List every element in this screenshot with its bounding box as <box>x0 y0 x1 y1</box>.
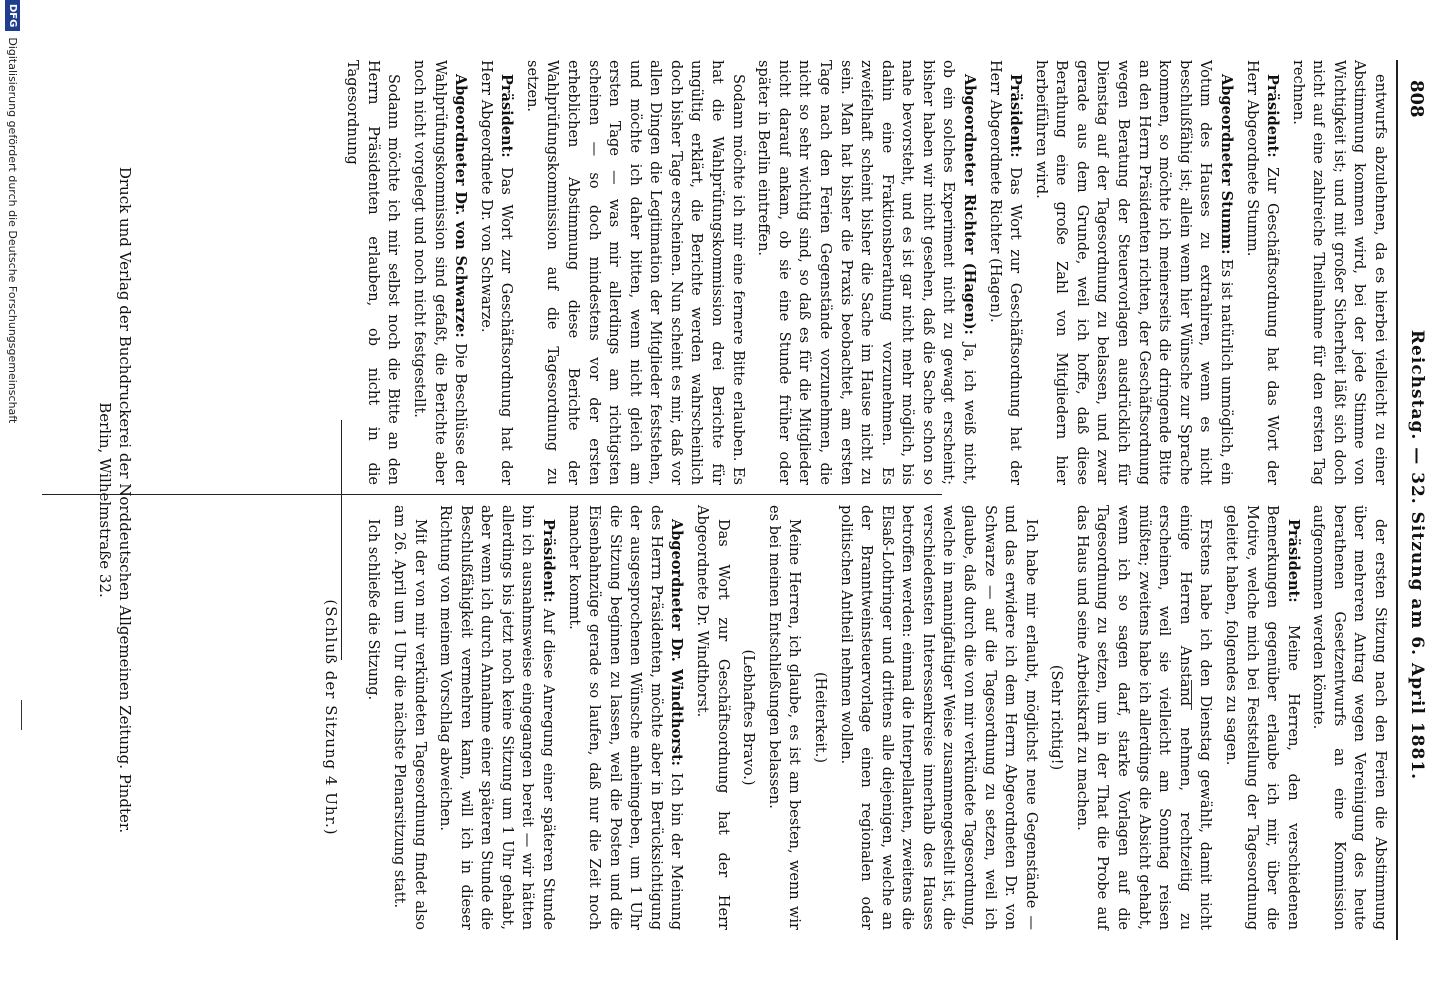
speech-paragraph <box>1030 60 1236 485</box>
speech-paragraph <box>1241 60 1282 485</box>
speaker-name: Präsident: <box>498 74 516 158</box>
session-end-note: (Schluß der Sitzung 4 Uhr.) <box>321 599 340 836</box>
stage-direction: (Sehr richtig!) <box>1048 664 1065 771</box>
imprint-rule <box>341 420 342 660</box>
left-column <box>337 60 1390 485</box>
body-paragraph: Sodann möchte ich mir eine fernere Bitte erlauben. Es hat die Wahlprüfungskommission drei Berichte für ungültig erklärt, die Berichte werden wahrscheinlich doch bisher Tage erscheinen. Nun scheint es mir, daß vor allen Dingen die Legitimation der Mitglieder feststehen, und möchte ich daher bitten, wenn nicht gleich am ersten Tage — was mir allerdings am richtigsten scheinen — so doch mindestens vor der ersten erheblichen Abstimmung diese Berichte der Wahlprüfungskommission auf die Tagesordnung zu setzen. <box>523 60 746 485</box>
speaker-name: Abgeordneter Dr. Windthorst: <box>668 519 686 767</box>
speech-paragraph <box>753 60 979 485</box>
right-column <box>320 505 1390 930</box>
stage-direction: (Heiterkeit.) <box>811 672 828 763</box>
speaker-name: Präsident: <box>1007 74 1025 158</box>
right-column-body <box>363 505 1390 930</box>
speech-text: Meine Herren, den verschiedenen Bemerkungen gegenüber erlaube ich mir, über die Motive, welche mich bei Feststellung der Tagesordnung geleitet haben, folgendes zu sagen. <box>1222 505 1301 931</box>
speaker-name: Abgeordneter Dr. von Schwarze: <box>452 74 470 338</box>
speech-paragraph <box>475 60 516 485</box>
speaker-name: Präsident: <box>1284 519 1302 603</box>
speech-text: Auf diese Anregung einer späteren Stunde bin ich ausnahmsweise eingegangen bereit — wir hätten allerdings bis jetzt noch keine Sitzung um 1 Uhr gehabt, aber wenn ich durch Annahme einer späteren Stunde die Beschlußfähigkeit vermehren kann, will ich in dieser Richtung von meinem Vorschlag abweichen. <box>437 505 557 930</box>
margin-mark <box>1191 680 1192 710</box>
body-paragraph: Meine Herren, ich glaube, es ist am besten, wenn wir es bei meinen Entschließungen belassen. <box>765 505 803 930</box>
dfg-credit-band <box>2 0 24 1000</box>
speaker-name: Präsident: <box>1264 74 1282 158</box>
speaker-name: Abgeordneter Richter (Hagen): <box>961 74 979 335</box>
body-paragraph: Ich habe mir erlaubt, möglichst neue Gegenstände — und das erwidere ich dem Herrn Abgeordneten Dr. von Schwarze — auf die Tagesordnung zu setzen, weil ich glaube, daß durch die von mir verkündete Tagesordnung, welche in mannigfaltiger Weise zusammengestellt ist, die verschiedensten Interessenkreise innerhalb des Hauses betroffen werden: einmal die Interpellanten, zweitens die Elsaß-Lothringer und drittens alle diejenigen, welche an der Branntweinsteuervorlage einen regionalen oder politischen Antheil nehmen wollen. <box>837 505 1039 930</box>
body-paragraph: der ersten Sitzung nach den Ferien die Abstimmung über mehreren Antrag wegen Vereinigung des heute berathenen Gesetzentwurfs an eine Kommission aufgenommen werden könnte. <box>1310 505 1388 930</box>
speech-paragraph <box>984 60 1025 485</box>
imprint-line-1: Druck und Verlag der Buchdruckerei der Norddeutschen Allgemeinen Zeitung. Pindter. <box>116 166 134 834</box>
running-title: Reichstag. — 32. Sitzung am 6. April 1881. <box>1407 329 1427 781</box>
imprint-line-2: Berlin, Wilhelmstraße 32. <box>96 402 114 598</box>
speech-text: Das Wort zur Geschäftsordnung hat der Herr Abgeordnete Richter (Hagen). <box>986 60 1024 486</box>
body-paragraph: entwurfs abzulehnen, da es hierbei vielleicht zu einer Abstimmung kommen wird, bei der jede Stimme von Wichtigkeit ist; und mit großer Sicherheit läßt sich doch nicht auf eine zahlreiche Theilnahme für den ersten Tag rechnen. <box>1289 60 1388 485</box>
dfg-credit-text: Digitalisierung gefördert durch die Deutsche Forschungsgemeinschaft <box>6 37 20 424</box>
body-paragraph: Ich schließe die Sitzung. <box>365 519 382 701</box>
speech-paragraph <box>563 505 686 930</box>
body-paragraph: Erstens habe ich den Dienstag gewählt, damit nicht einige Herren Anstand nehmen, rechtzeitig zu erscheinen, weil sie vielleicht am Sonntag reisen müßten; zweitens habe ich allerdings die Absicht gehabt, wenn ich so sagen darf, starke Vorlagen auf die Tagesordnung zu setzen, um in der That die Probe auf das Haus und seine Arbeitskraft zu machen. <box>1073 505 1214 930</box>
stage-direction: (Lebhaftes Bravo.) <box>740 649 757 786</box>
speech-text: Die Beschlüsse der Wahlprüfungskommission sind gefaßt, die Berichte aber noch nicht vorgelegt und noch nicht festgestellt. <box>410 60 469 486</box>
speech-text: Ja, ich weiß nicht, ob ein solches Experiment nicht zu gewagt erscheint; bisher haben wir nicht gesehen, daß die Sache schon so nahe bevorsteht, und es ist gar nicht mehr möglich, bis dahin eine Fraktionsberathung vorzunehmen. Es zweifelhaft scheint bisher die Sache im Hause nicht zu sein. Man hat bisher die Praxis beobachtet, am ersten Tage nach den Ferien Gegenstände vorzunehmen, die nicht so sehr wichtig sind, so daß es für die Mitglieder nicht darauf ankam, ob sie eine Stunde früher oder später in Berlin eintreffen. <box>755 60 978 486</box>
body-paragraph: Mit der von mir verkündeten Tagesordnung findet also am 26. April um 1 Uhr die nächste Plenarsitzung statt. <box>390 505 428 930</box>
header-rule <box>1396 60 1398 940</box>
page-header <box>1399 80 1429 920</box>
speech-text: Das Wort zur Geschäftsordnung hat der Herr Abgeordnete Dr. von Schwarze. <box>477 60 515 486</box>
speech-text: Ich bin der Meinung des Herrn Präsidenten, möchte aber in Berücksichtigung der ausgesprochenen Wünsche anheimgeben, um 1 Uhr die Sitzung beginnen zu lassen, weil die Posten und die Eisenbahnzüge gerade so laufen, daß nur die Zeit noch mancher kommt. <box>565 505 685 930</box>
speaker-name: Abgeordneter Stumm: <box>1217 74 1235 255</box>
speech-text: Zur Geschäftsordnung hat das Wort der Herr Abgeordnete Stumm. <box>1243 60 1281 486</box>
speech-paragraph <box>1220 505 1302 930</box>
speech-paragraph <box>408 60 470 485</box>
speech-text: Es ist natürlich unmöglich, ein Votum des Hauses zu extrahiren, wenn es nicht beschlußfähig ist; allein wenn hier Wünsche zur Sprache kommen, so möchte ich meinerseits die dringende Bitte an den Herrn Präsidenten richten, der Geschäftsordnung wegen Beratung der Steuervorlagen ausdrücklich für Dienstag auf der Tagesordnung zu belassen, und zwar gerade aus dem Grunde, weil ich hoffe, daß diese Berathung eine große Zahl von Mitgliedern hier herbeiführen wird. <box>1032 60 1234 485</box>
page-number: 808 <box>1406 80 1427 118</box>
speech-paragraph <box>435 505 558 930</box>
body-paragraph: Das Wort zur Geschäftsordnung hat der Herr Abgeordnete Dr. Windthorst. <box>694 505 731 930</box>
body-paragraph: Sodann möchte ich mir selbst noch die Bitte an den Herrn Präsidenten erlauben, ob nicht in die Tagesordnung <box>344 60 402 485</box>
dfg-logo-icon: DFG <box>6 0 21 31</box>
column-divider <box>42 494 942 495</box>
speaker-name: Präsident: <box>540 519 558 603</box>
